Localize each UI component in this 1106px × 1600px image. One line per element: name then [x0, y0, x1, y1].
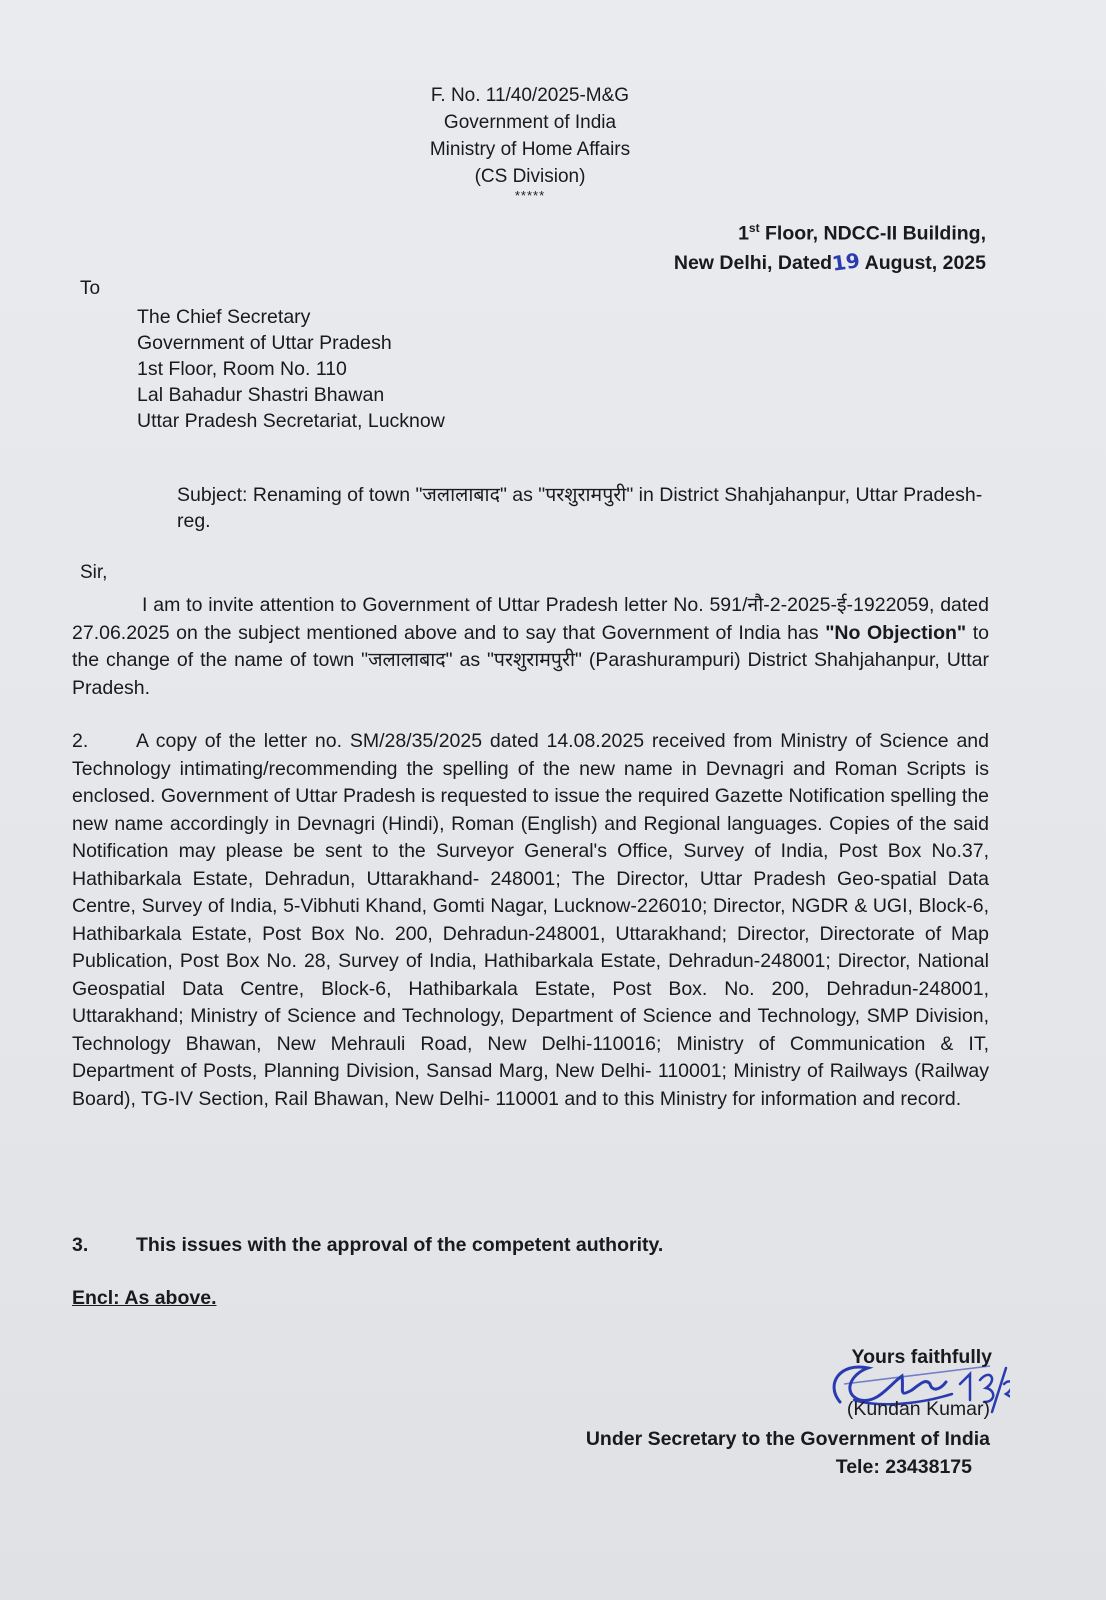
paragraph-2 [72, 728, 989, 1113]
paragraph-1 [72, 592, 989, 702]
addressee-line: Government of Uttar Pradesh [137, 332, 392, 354]
building-line: 1st Floor, NDCC-II Building, [738, 221, 986, 245]
telephone: Tele: 23438175 [835, 1456, 972, 1478]
paragraph-3 [72, 1232, 989, 1260]
floor-sup: st [748, 221, 760, 235]
addressee-line: Uttar Pradesh Secretariat, Lucknow [137, 410, 445, 432]
handwritten-day: 19 [830, 247, 862, 276]
date-line [674, 248, 986, 277]
para3-number: 3. [72, 1234, 89, 1256]
division-name: (CS Division) [474, 166, 586, 187]
sender-address [674, 214, 986, 277]
government-name: Government of India [443, 112, 617, 133]
subject-line: Subject: Renaming of town "जलालाबाद" as "परशुरामपुरी" in District Shahjahanpur, Uttar Pradesh-reg. [177, 484, 983, 532]
dated-suffix: August, 2025 [864, 251, 986, 274]
para2-number: 2. [72, 730, 89, 752]
enclosure-note: Encl: As above. [72, 1287, 217, 1309]
para2-text: A copy of the letter no. SM/28/35/2025 dated 14.08.2025 received from Ministry of Science and Technology intimating/recommending the spelling of the new name in Devnagri and Roman Scripts is enclosed. Government of Uttar Pradesh is requested to issue the required Gazette Notification spelling the new name accordingly in Devnagri (Hindi), Roman (English) and Regional languages. Copies of the said Notification may please be sent to the Surveyor General's Office, Survey of India, Post Box No.37, Hathibarkala Estate, Dehradun, Uttarakhand- 248001; The Director, Uttar Pradesh Geo-spatial Data Centre, Survey of India, 5-Vibhuti Khand, Gomti Nagar, Lucknow-226010; Director, NGDR & UGI, Block-6, Hathibarkala Estate, Post Box No. 200, Dehradun-248001, Uttarakhand; Director, Directorate of Map Publication, Post Box No. 28, Survey of India, Hathibarkala Estate, Dehradun-248001; Director, National Geospatial Data Centre, Block-6, Hathibarkala Estate, Post Box. No. 200, Dehradun-248001, Uttarakhand; Ministry of Science and Technology, Department of Science and Technology, SMP Division, Technology Bhawan, New Mehrauli Road, New Delhi-110016; Ministry of Communication & IT, Department of Posts, Planning Division, Sansad Marg, New Delhi- 110001; Ministry of Railways (Railway Board), TG-IV Section, Rail Bhawan, New Delhi- 110001 and to this Ministry for information and record. [72, 730, 990, 1110]
addressee-block [137, 304, 445, 434]
yours-faithfully: Yours faithfully [851, 1346, 992, 1368]
to-label: To [80, 278, 101, 299]
header-stars: ***** [514, 188, 546, 203]
file-number: F. No. 11/40/2025-M&G [430, 85, 630, 106]
floor-rest: Floor, NDCC-II Building, [765, 222, 986, 245]
no-objection-text: "No Objection" [825, 621, 967, 644]
addressee-line: 1st Floor, Room No. 110 [137, 358, 347, 380]
dated-prefix: New Delhi, Dated [673, 251, 833, 274]
signatory-designation: Under Secretary to the Government of India [585, 1428, 990, 1450]
addressee-line: The Chief Secretary [137, 306, 311, 328]
letter-header [0, 82, 1060, 202]
para3-text: This issues with the approval of the competent authority. [136, 1234, 664, 1256]
addressee-line: Lal Bahadur Shastri Bhawan [137, 384, 385, 406]
signatory-name: (Kundan Kumar) [846, 1398, 990, 1420]
para1-after: to the change of the name of town "जलालाबाद" as "परशुरामपुरी" (Parashurampuri) District Shahjahanpur, Uttar Pradesh. [72, 621, 989, 699]
para1-before: I am to invite attention to Government of Uttar Pradesh letter No. 591/नौ-2-2025-ई-1922059, dated 27.06.2025 on the subject mentioned above and to say that Government of India has [72, 594, 989, 644]
salutation: Sir, [80, 562, 108, 583]
ministry-name: Ministry of Home Affairs [429, 139, 631, 160]
